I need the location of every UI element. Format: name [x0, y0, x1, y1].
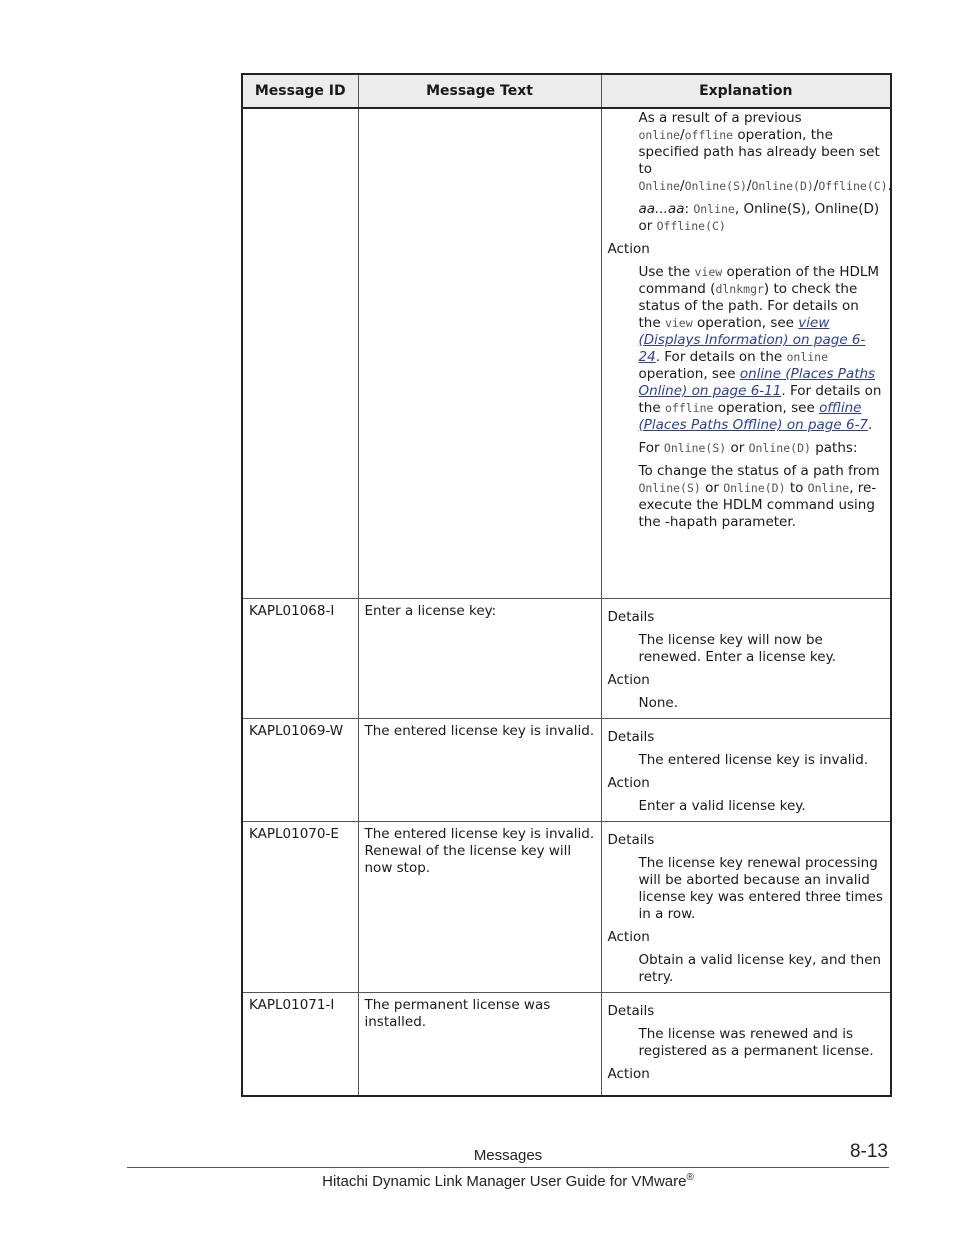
message-text-cell: [358, 108, 601, 598]
message-text-cell: The permanent license was installed.: [358, 992, 601, 1096]
action-label: Action: [607, 1065, 650, 1082]
explanation-paragraph: As a result of a previous online/offline operation, the specified path has already been set to Online/Online(S)/Online(D)/Offline(C).: [638, 110, 892, 194]
table-row: [242, 108, 891, 598]
messages-table: [241, 73, 892, 1097]
message-id-cell: KAPL01068-I: [242, 598, 358, 718]
header-explanation: Explanation: [601, 74, 891, 108]
details-label: Details: [607, 1002, 655, 1019]
online-command-link[interactable]: online (Places Paths Online) on page 6-11: [638, 366, 876, 399]
action-label: Action: [607, 241, 650, 257]
message-text-cell: The entered license key is invalid. Renewal of the license key will now stop.: [358, 821, 601, 992]
message-text-cell: The entered license key is invalid.: [358, 718, 601, 821]
registered-mark: ®: [686, 1172, 694, 1183]
table-header-row: [242, 74, 891, 108]
action-paragraph: For Online(S) or Online(D) paths:: [638, 440, 858, 456]
offline-command-link[interactable]: offline (Places Paths Offline) on page 6-7: [638, 400, 869, 433]
message-id-cell: [242, 108, 358, 598]
message-id-cell: KAPL01071-I: [242, 992, 358, 1096]
details-text: The license key renewal processing will be aborted because an invalid license key was entered three times in a row.: [638, 854, 883, 922]
message-text-cell: Enter a license key:: [358, 598, 601, 718]
view-command-link[interactable]: view (Displays Information) on page 6-24: [638, 315, 866, 365]
message-id-cell: KAPL01069-W: [242, 718, 358, 821]
explanation-cell: [601, 108, 891, 598]
action-label: Action: [607, 928, 650, 945]
action-label: Action: [607, 774, 650, 791]
table-row: [242, 992, 891, 1096]
explanation-paragraph: aa...aa: Online, Online(S), Online(D) or Offline(C): [638, 201, 880, 234]
details-text: The license key will now be renewed. Enter a license key.: [638, 631, 836, 665]
page-number: 8-13: [849, 1141, 888, 1162]
details-label: Details: [607, 831, 655, 848]
action-text: Obtain a valid license key, and then retry.: [638, 951, 882, 985]
doc-title-text: Hitachi Dynamic Link Manager User Guide for VMware: [322, 1173, 687, 1190]
action-text: None.: [638, 694, 679, 711]
explanation-cell: [601, 718, 891, 821]
message-id-cell: KAPL01070-E: [242, 821, 358, 992]
details-label: Details: [607, 728, 655, 745]
explanation-cell: [601, 992, 891, 1096]
explanation-cell: [601, 598, 891, 718]
action-text: Enter a valid license key.: [638, 797, 806, 814]
footer-section-name: Messages: [473, 1147, 543, 1164]
header-message-id: Message ID: [242, 74, 358, 108]
action-paragraph: To change the status of a path from Online(S) or Online(D) to Online, re-execute the HDLM command using the -hapath parameter.: [638, 463, 880, 530]
action-label: Action: [607, 671, 650, 688]
explanation-cell: [601, 821, 891, 992]
details-text: The entered license key is invalid.: [638, 751, 869, 768]
details-text: The license was renewed and is registered as a permanent license.: [638, 1025, 874, 1059]
table-row: [242, 598, 891, 718]
details-label: Details: [607, 608, 655, 625]
header-message-text: Message Text: [358, 74, 601, 108]
footer-divider: [127, 1167, 889, 1168]
table-row: [242, 821, 891, 992]
action-paragraph: Use the view operation of the HDLM command (dlnkmgr) to check the status of the path. For details on the view operation, see view (Displays Information) on page 6-24. For details on the online operation, see online (Places Paths Online) on page 6-11. For details on the offline operation, see offline (Places Paths Offline) on page 6-7.: [638, 264, 882, 433]
table-row: [242, 718, 891, 821]
footer-doc-title: [0, 1172, 954, 1190]
